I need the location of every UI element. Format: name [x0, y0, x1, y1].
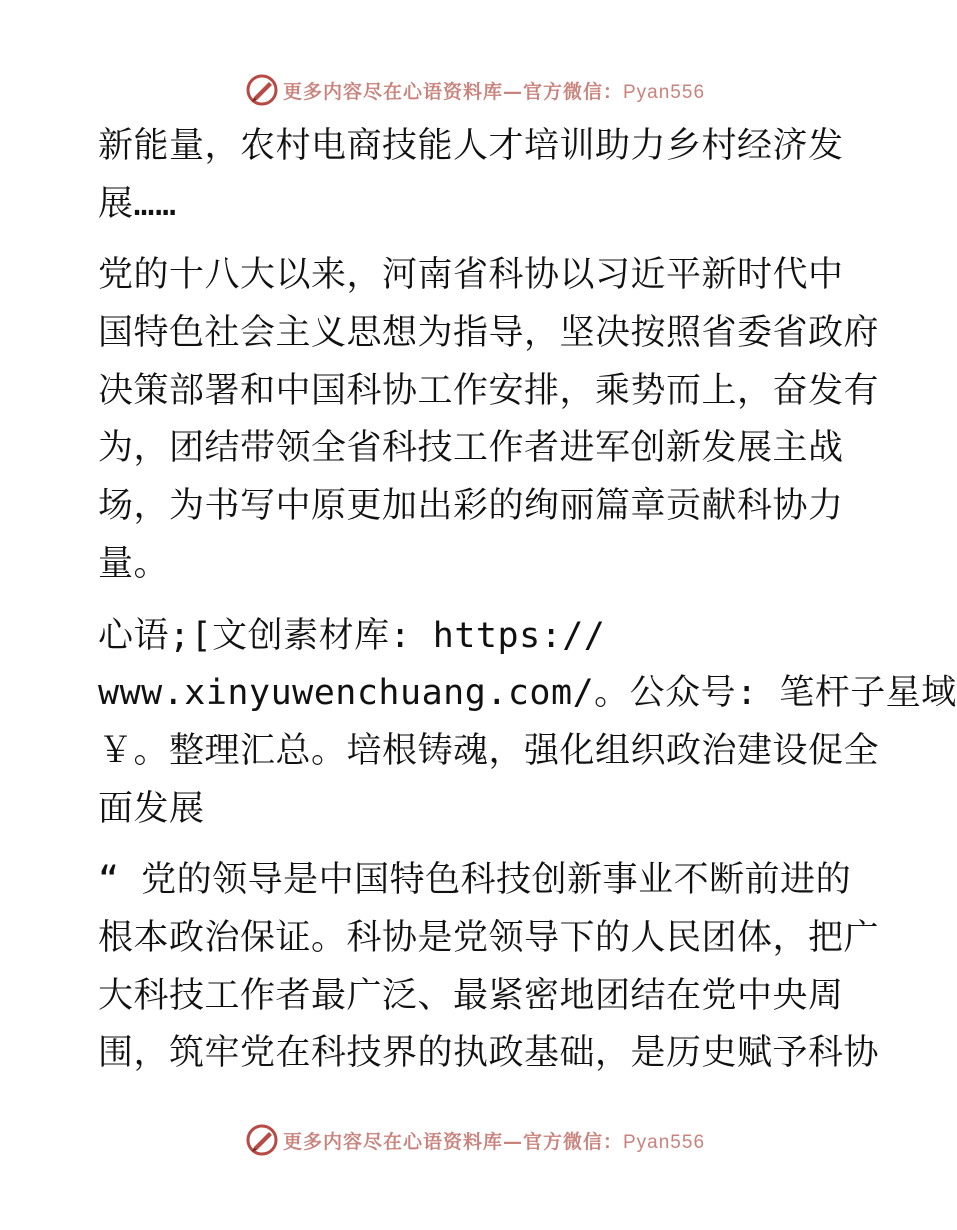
paragraph	[98, 608, 957, 839]
wechat-id: Pyan556	[623, 1131, 706, 1153]
wechat-id: Pyan556	[623, 81, 706, 103]
text-line: www.xinyuwenchuang.com/。公众号: 笔杆子星域	[98, 673, 957, 714]
paragraph	[98, 852, 880, 1083]
paragraph-gap	[98, 594, 858, 608]
text-line: “ 党的领导是中国特色科技创新事业不断前进的	[98, 860, 852, 901]
text-line: 党的十八大以来，河南省科协以习近平新时代中	[98, 255, 844, 296]
text-line: 大科技工作者最广泛、最紧密地团结在党中央周	[98, 975, 844, 1016]
text-line: 围，筑牢党在科技界的执政基础，是历史赋予科协	[98, 1033, 880, 1074]
header-watermark-banner	[0, 70, 950, 110]
banner-text: 更多内容尽在心语资料库—官方微信：Pyan556	[282, 1130, 706, 1153]
text-line: 新能量，农村电商技能人才培训助力乡村经济发	[98, 126, 844, 166]
red-pen-logo-icon	[245, 1123, 279, 1157]
text-line: ￥。整理汇总。培根铸魂，强化组织政治建设促全	[98, 730, 880, 771]
text-line: 量。	[98, 543, 170, 584]
red-pen-logo-icon	[245, 73, 279, 107]
paragraph	[98, 118, 858, 233]
text-line: 决策部署和中国科协工作安排，乘势而上，奋发有	[98, 370, 880, 411]
paragraph-gap	[98, 838, 858, 852]
text-line: 场，为书写中原更加出彩的绚丽篇章贡献科协力	[98, 486, 844, 527]
text-line: 为，团结带领全省科技工作者进军创新发展主战	[98, 428, 844, 469]
banner-text: 更多内容尽在心语资料库—官方微信：Pyan556	[282, 80, 706, 103]
document-body	[98, 118, 957, 1083]
text-line: 面发展	[98, 788, 205, 829]
text-line: 心语;[文创素材库: https://	[98, 615, 606, 656]
paragraph	[98, 247, 880, 593]
paragraph-gap	[98, 233, 858, 247]
text-line: 展……	[98, 183, 177, 224]
text-line: 根本政治保证。科协是党领导下的人民团体，把广	[98, 917, 880, 958]
footer-watermark-banner	[0, 1120, 950, 1160]
text-line: 国特色社会主义思想为指导，坚决按照省委省政府	[98, 313, 880, 354]
